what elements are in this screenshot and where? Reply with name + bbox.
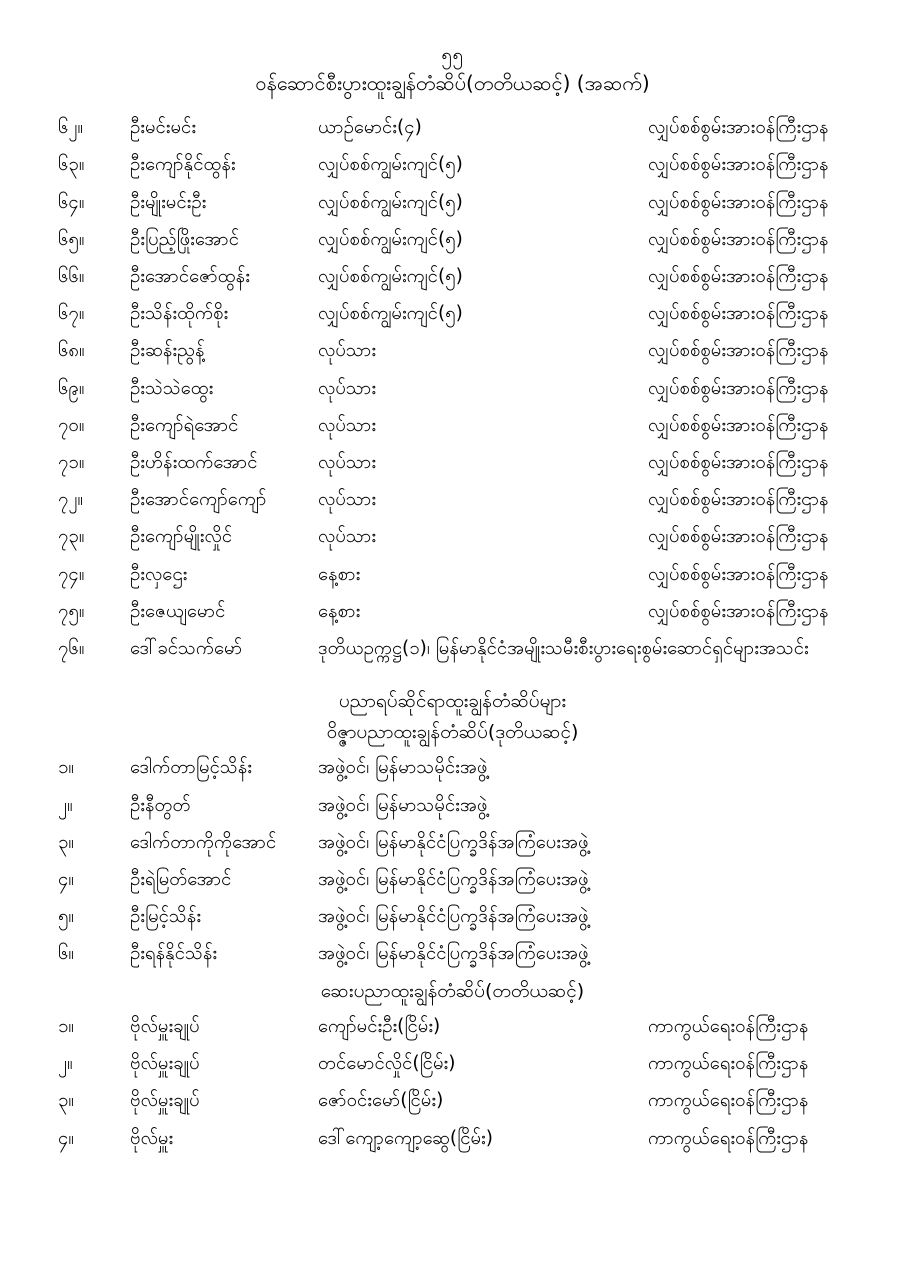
row-department: ကာကွယ်ရေးဝန်ကြီးဌာန bbox=[648, 1090, 809, 1112]
row-role: အဖွဲ့ဝင်၊ မြန်မာနိုင်ငံပြက္ခဒိန်အကြံပေးအဖွဲ့ bbox=[318, 906, 589, 928]
row-department: ကာကွယ်ရေးဝန်ကြီးဌာန bbox=[648, 1127, 809, 1149]
row-role: လုပ်သား bbox=[318, 451, 377, 473]
row-role: နေ့စား bbox=[318, 563, 361, 585]
row-number: ၆၃။ bbox=[58, 154, 85, 176]
row-name: ဦးမျိုးမင်းဦး bbox=[130, 191, 207, 213]
table-row bbox=[58, 1009, 847, 1046]
table-row bbox=[58, 787, 847, 824]
table-row bbox=[58, 407, 847, 444]
table-row bbox=[58, 861, 847, 898]
row-name: ဦးဟိန်းထက်အောင် bbox=[130, 451, 258, 473]
row-number: ၆၇။ bbox=[58, 303, 85, 325]
row-name: ဦးကျော်ရဲအောင် bbox=[130, 414, 239, 436]
table-row bbox=[58, 370, 847, 407]
row-department: လျှပ်စစ်စွမ်းအားဝန်ကြီးဌာန bbox=[648, 526, 829, 548]
medicine-medal-heading: ဆေးပညာထူးချွန်တံဆိပ်(တတိယဆင့်) bbox=[320, 979, 585, 1002]
row-name: ဦးမင်းမင်း bbox=[130, 117, 197, 139]
row-role: ဒေါ်ကျော့ကျော့ဆွေ(ငြိမ်း) bbox=[318, 1127, 493, 1149]
table-row bbox=[58, 936, 847, 973]
row-role: အဖွဲ့ဝင်၊ မြန်မာနိုင်ငံပြက္ခဒိန်အကြံပေးအဖွဲ့ bbox=[318, 943, 589, 965]
row-number: ၆၂။ bbox=[58, 117, 84, 139]
page-title: ဝန်ဆောင်စီးပွားထူးချွန်တံဆိပ်(တတိယဆင့်) (အဆက်) bbox=[255, 70, 650, 95]
row-role: လျှပ်စစ်ကျွမ်းကျင်(၅) bbox=[318, 266, 463, 287]
row-role: လျှပ်စစ်ကျွမ်းကျင်(၅) bbox=[318, 154, 463, 176]
row-name: ဗိုလ်မှူးချုပ် bbox=[130, 1016, 200, 1038]
row-number: ၄။ bbox=[58, 868, 75, 890]
row-name: ဦးအောင်ကျော်ကျော် bbox=[130, 489, 267, 511]
row-name: ဦးမြင့်သိန်း bbox=[130, 906, 202, 928]
table-row bbox=[58, 519, 847, 556]
row-number: ၂။ bbox=[58, 1053, 73, 1075]
table-row bbox=[58, 630, 847, 667]
row-name: ဦးကျော်မျိုးလှိုင် bbox=[130, 526, 233, 548]
row-role: အဖွဲ့ဝင်၊ မြန်မာသမိုင်းအဖွဲ့ bbox=[318, 794, 488, 816]
medicine-medal-list bbox=[58, 1009, 847, 1158]
row-number: ၇၅။ bbox=[58, 600, 85, 622]
row-department: လျှပ်စစ်စွမ်းအားဝန်ကြီးဌာန bbox=[648, 228, 829, 250]
row-name: ဗိုလ်မှူးချုပ် bbox=[130, 1053, 200, 1075]
row-department: ကာကွယ်ရေးဝန်ကြီးဌာန bbox=[648, 1053, 809, 1075]
row-role: လျှပ်စစ်ကျွမ်းကျင်(၅) bbox=[318, 191, 463, 213]
row-department: လျှပ်စစ်စွမ်းအားဝန်ကြီးဌာန bbox=[648, 414, 829, 436]
row-role: လုပ်သား bbox=[318, 489, 377, 511]
row-department: ကာကွယ်ရေးဝန်ကြီးဌာန bbox=[648, 1016, 809, 1038]
science-medal-heading: ဝိဇ္ဇာပညာထူးချွန်တံဆိပ်(ဒုတိယဆင့်) bbox=[326, 721, 579, 744]
row-name: ဦးအောင်ဇော်ထွန်း bbox=[130, 266, 250, 287]
row-role: လုပ်သား bbox=[318, 526, 377, 548]
academic-group-heading: ပညာရပ်ဆိုင်ရာထူးချွန်တံဆိပ်များ bbox=[338, 689, 567, 712]
row-number: ၁။ bbox=[58, 757, 75, 779]
table-row bbox=[58, 556, 847, 593]
row-name: ဦးသဲသဲထွေး bbox=[130, 377, 214, 399]
row-role bbox=[318, 668, 847, 683]
row-role: ဇော်ဝင်းမော်(ငြိမ်း) bbox=[318, 1090, 444, 1112]
row-name: ဦးဇေယျမောင် bbox=[130, 600, 226, 622]
row-name: ဦးကျော်နိုင်ထွန်း bbox=[130, 154, 236, 176]
row-role: လျှပ်စစ်ကျွမ်းကျင်(၅) bbox=[318, 228, 463, 250]
row-role: လျှပ်စစ်ကျွမ်းကျင်(၅) bbox=[318, 303, 463, 325]
table-row bbox=[58, 750, 847, 787]
row-department: လျှပ်စစ်စွမ်းအားဝန်ကြီးဌာန bbox=[648, 191, 829, 213]
row-name: ဒေါက်တာမြင့်သိန်း bbox=[130, 757, 252, 779]
row-number: ၇၄။ bbox=[58, 563, 85, 585]
table-row bbox=[58, 110, 847, 147]
row-name: ဗိုလ်မှူး bbox=[130, 1127, 174, 1149]
row-role: နေ့စား bbox=[318, 600, 361, 622]
row-department: လျှပ်စစ်စွမ်းအားဝန်ကြီးဌာန bbox=[648, 489, 829, 511]
row-number: ၇၁။ bbox=[58, 451, 85, 473]
row-name: ဦးနီတွတ် bbox=[130, 794, 191, 816]
row-number: ၆၅။ bbox=[58, 228, 85, 250]
row-number bbox=[58, 668, 130, 683]
row-role: လုပ်သား bbox=[318, 377, 377, 399]
row-role: ဒုတိယဥက္ကဋ္ဌ(၁)၊ မြန်မာနိုင်ငံအမျိုးသမီးစီးပွားရေးစွမ်းဆောင်ရှင်များအသင်း bbox=[318, 637, 809, 659]
table-row bbox=[58, 482, 847, 519]
row-number: ၃။ bbox=[58, 831, 75, 853]
row-number: ၇၂။ bbox=[58, 489, 84, 511]
row-department: လျှပ်စစ်စွမ်းအားဝန်ကြီးဌာန bbox=[648, 117, 829, 139]
table-row bbox=[58, 184, 847, 221]
row-role: အဖွဲ့ဝင်၊ မြန်မာနိုင်ငံပြက္ခဒိန်အကြံပေးအဖွဲ့ bbox=[318, 831, 589, 853]
row-name: ဒေါက်တာကိုကိုအောင် bbox=[130, 831, 277, 853]
row-number: ၆၈။ bbox=[58, 340, 85, 362]
row-number: ၇၆။ bbox=[58, 637, 85, 659]
row-role: လုပ်သား bbox=[318, 340, 377, 362]
row-department: လျှပ်စစ်စွမ်းအားဝန်ကြီးဌာန bbox=[648, 563, 829, 585]
table-row bbox=[58, 899, 847, 936]
row-name: ဦးလှဌေး bbox=[130, 563, 188, 585]
row-role: အဖွဲ့ဝင်၊ မြန်မာနိုင်ငံပြက္ခဒိန်အကြံပေးအဖွဲ့ bbox=[318, 868, 589, 890]
table-row bbox=[58, 1083, 847, 1120]
row-department: လျှပ်စစ်စွမ်းအားဝန်ကြီးဌာန bbox=[648, 154, 829, 176]
row-name: ဦးဆန်းညွန့် bbox=[130, 340, 205, 362]
row-department: လျှပ်စစ်စွမ်းအားဝန်ကြီးဌာန bbox=[648, 266, 829, 287]
table-row bbox=[58, 296, 847, 333]
row-name: ဒေါ်ခင်သက်မော် bbox=[130, 637, 243, 659]
row-role: အဖွဲ့ဝင်၊ မြန်မာသမိုင်းအဖွဲ့ bbox=[318, 757, 488, 779]
table-row bbox=[58, 668, 847, 683]
table-row bbox=[58, 1046, 847, 1083]
row-number: ၇၀။ bbox=[58, 414, 85, 436]
row-name: ဦးရဲမြတ်အောင် bbox=[130, 868, 232, 890]
row-department: လျှပ်စစ်စွမ်းအားဝန်ကြီးဌာန bbox=[648, 340, 829, 362]
row-name bbox=[130, 668, 318, 683]
row-number: ၄။ bbox=[58, 1127, 75, 1149]
page-number: ၅၅ bbox=[441, 44, 464, 66]
row-number: ၇၃။ bbox=[58, 526, 85, 548]
row-number: ၅။ bbox=[58, 906, 75, 928]
row-number: ၆။ bbox=[58, 943, 75, 965]
row-role: ယာဉ်မောင်း(၄) bbox=[318, 117, 422, 139]
row-role: တင်မောင်လှိုင်(ငြိမ်း) bbox=[318, 1053, 456, 1075]
row-name: ဗိုလ်မှူးချုပ် bbox=[130, 1090, 200, 1112]
row-number: ၂။ bbox=[58, 794, 73, 816]
row-department: လျှပ်စစ်စွမ်းအားဝန်ကြီးဌာန bbox=[648, 303, 829, 325]
row-department: လျှပ်စစ်စွမ်းအားဝန်ကြီးဌာန bbox=[648, 600, 829, 622]
row-department: လျှပ်စစ်စွမ်းအားဝန်ကြီးဌာန bbox=[648, 377, 829, 399]
table-row bbox=[58, 147, 847, 184]
table-row bbox=[58, 221, 847, 258]
row-role: ကျော်မင်းဦး(ငြိမ်း) bbox=[318, 1016, 441, 1038]
row-number: ၃။ bbox=[58, 1090, 75, 1112]
row-name: ဦးသိန်းထိုက်စိုး bbox=[130, 303, 229, 325]
row-number: ၆၉။ bbox=[58, 377, 85, 399]
table-row bbox=[58, 1120, 847, 1157]
service-business-list bbox=[58, 110, 847, 683]
table-row bbox=[58, 444, 847, 481]
row-name: ဦးရန်နိုင်သိန်း bbox=[130, 943, 218, 965]
row-number: ၁။ bbox=[58, 1016, 75, 1038]
row-department: လျှပ်စစ်စွမ်းအားဝန်ကြီးဌာန bbox=[648, 451, 829, 473]
row-name: ဦးပြည့်ဖြိုးအောင် bbox=[130, 228, 240, 250]
table-row bbox=[58, 259, 847, 296]
row-number: ၆၆။ bbox=[58, 266, 85, 287]
table-row bbox=[58, 593, 847, 630]
science-medal-list bbox=[58, 750, 847, 973]
row-role: လုပ်သား bbox=[318, 414, 377, 436]
row-number: ၆၄။ bbox=[58, 191, 85, 213]
table-row bbox=[58, 333, 847, 370]
table-row bbox=[58, 824, 847, 861]
